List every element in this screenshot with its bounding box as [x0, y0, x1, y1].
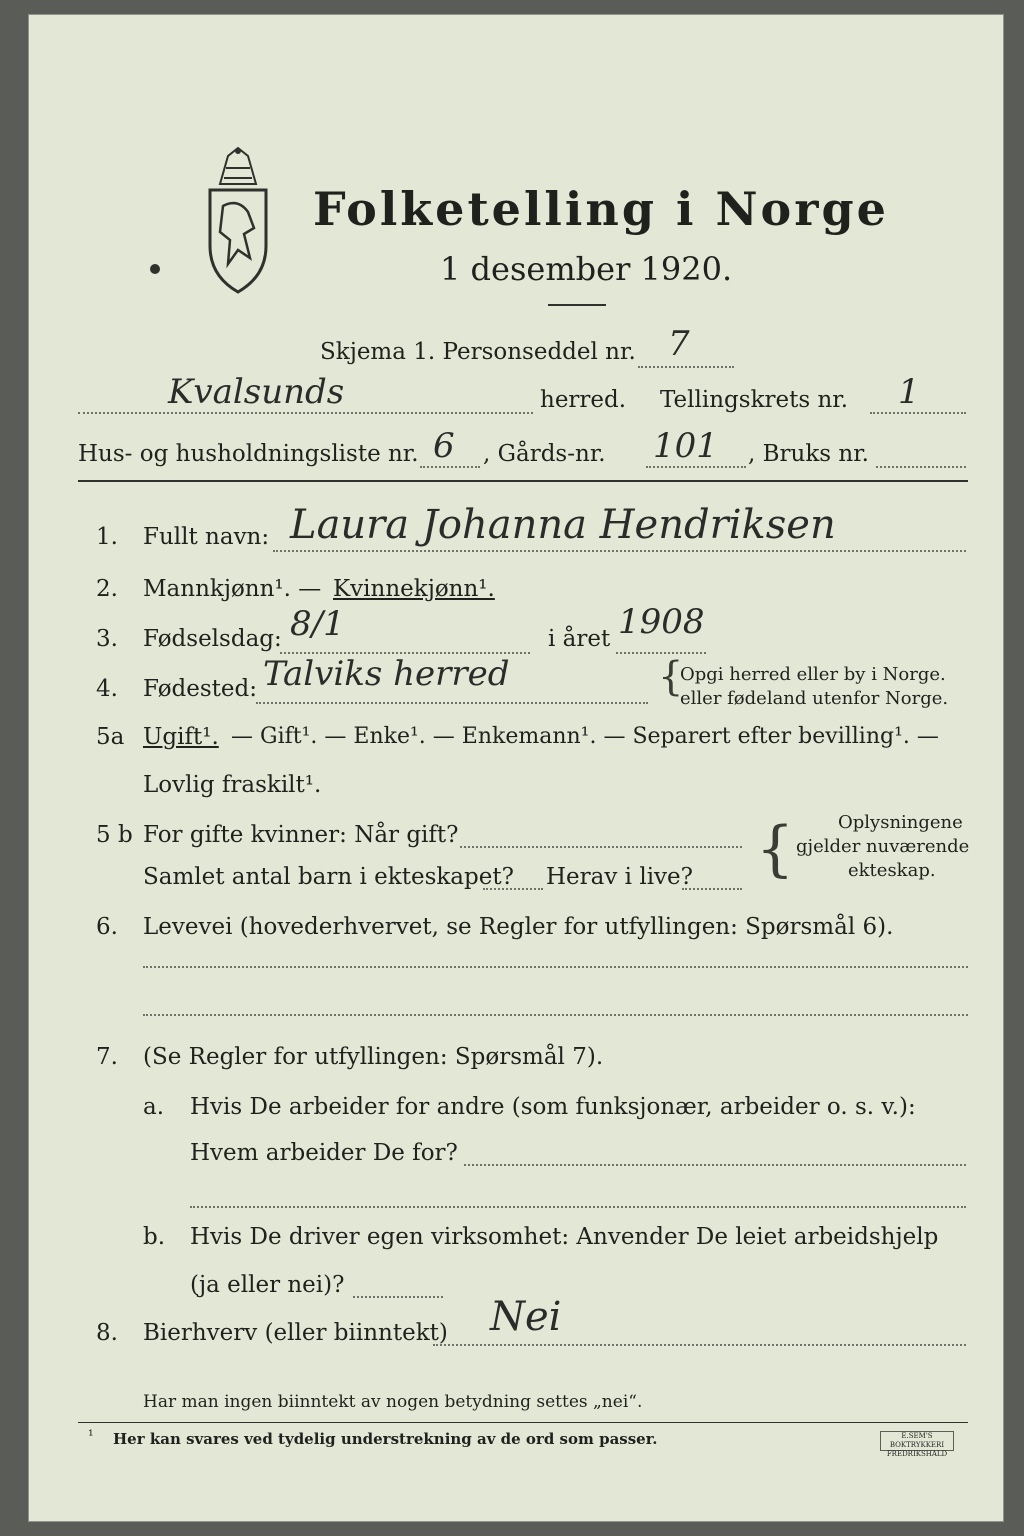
q2-number: 2. — [96, 576, 118, 602]
q5b-alive: Herav i live? — [546, 864, 693, 890]
q1-dots — [273, 550, 966, 552]
header-rule — [78, 480, 968, 482]
q3-number: 3. — [96, 626, 118, 652]
gards-label: , Gårds-nr. — [483, 441, 606, 467]
q7a-letter: a. — [143, 1094, 165, 1120]
q5a-options: — Gift¹. — Enke¹. — Enkemann¹. — Separert efter bevilling¹. — — [231, 724, 939, 749]
birth-year-value[interactable]: 1908 — [618, 602, 705, 642]
q7a-text: Hvis De arbeider for andre (som funksjonær, arbeider o. s. v.): — [190, 1094, 916, 1120]
bierhverv-value[interactable]: Nei — [490, 1294, 562, 1340]
herred-dots — [78, 412, 533, 414]
q8-number: 8. — [96, 1320, 118, 1346]
q7a-answer-line[interactable] — [464, 1164, 966, 1166]
q5b-brace: { — [756, 814, 795, 884]
q5b-note2: gjelder nuværende — [796, 836, 970, 857]
gards-value[interactable]: 101 — [653, 426, 718, 466]
q1-number: 1. — [96, 524, 118, 550]
tellingskrets-label: Tellingskrets nr. — [660, 387, 849, 413]
q4-brace: { — [658, 654, 684, 700]
q5b-number: 5 b — [96, 822, 133, 848]
q8-label: Bierhverv (eller biinntekt) — [143, 1320, 448, 1346]
q7b-text: Hvis De driver egen virksomhet: Anvender De leiet arbeidshjelp — [190, 1224, 939, 1250]
tellingskrets-value[interactable]: 1 — [898, 372, 920, 412]
q4-note1: Opgi herred eller by i Norge. — [680, 664, 946, 685]
birthplace-value[interactable]: Talviks herred — [263, 654, 510, 694]
q7-number: 7. — [96, 1044, 118, 1070]
q7b-question: (ja eller nei)? — [190, 1272, 345, 1298]
full-name-value[interactable]: Laura Johanna Hendriksen — [290, 502, 836, 548]
q7b-letter: b. — [143, 1224, 166, 1250]
q7a-question: Hvem arbeider De for? — [190, 1140, 458, 1166]
q1-label: Fullt navn: — [143, 524, 270, 550]
q5a-fraskilt: Lovlig fraskilt¹. — [143, 772, 322, 798]
q2-female-selected[interactable]: Kvinnekjønn¹. — [333, 576, 495, 602]
bruks-dots — [876, 466, 966, 468]
q5a-number: 5a — [96, 724, 125, 750]
footnote-text: Her kan svares ved tydelig understrekning av de ord som passer. — [113, 1430, 658, 1448]
krets-dots — [870, 412, 966, 414]
herred-label: herred. — [540, 387, 627, 413]
title-divider — [548, 304, 606, 306]
q4-note2: eller fødeland utenfor Norge. — [680, 688, 949, 709]
gards-dots — [646, 466, 746, 468]
herred-value[interactable]: Kvalsunds — [168, 372, 345, 412]
personseddel-value[interactable]: 7 — [668, 324, 690, 364]
nei-note: Har man ingen biinntekt av nogen betydning settes „nei“. — [143, 1392, 643, 1412]
q6-answer-line1[interactable] — [143, 966, 968, 968]
q5b-married-when: For gifte kvinner: Når gift? — [143, 822, 459, 848]
q7a-answer-line2[interactable] — [190, 1206, 966, 1208]
coat-of-arms-icon — [198, 146, 278, 296]
q4-dots — [256, 702, 648, 704]
q7-label: (Se Regler for utfyllingen: Spørsmål 7). — [143, 1044, 604, 1070]
husliste-value[interactable]: 6 — [433, 426, 455, 466]
q4-number: 4. — [96, 676, 118, 702]
bruks-label: , Bruks nr. — [748, 441, 869, 467]
census-date: 1 desember 1920. — [440, 250, 733, 288]
q5b-dots3 — [682, 888, 742, 890]
q5a-ugift-selected[interactable]: Ugift¹. — [143, 724, 219, 750]
q6-label: Levevei (hovederhvervet, se Regler for utfyllingen: Spørsmål 6). — [143, 914, 894, 940]
q3-label: Fødselsdag: — [143, 626, 282, 652]
q7b-answer-line[interactable] — [353, 1296, 443, 1298]
q5b-note3: ekteskap. — [848, 860, 936, 881]
q8-dots — [433, 1344, 966, 1346]
ink-dot — [150, 264, 160, 274]
skjema-label: Skjema 1. Personseddel nr. — [320, 339, 636, 365]
q6-number: 6. — [96, 914, 118, 940]
husliste-dots — [420, 466, 480, 468]
birthday-value[interactable]: 8/1 — [290, 604, 345, 644]
aaret-label: i året — [548, 626, 611, 652]
q5b-children: Samlet antal barn i ekteskapet? — [143, 864, 514, 890]
q5b-dots2 — [483, 888, 543, 890]
census-form — [28, 14, 1004, 1522]
printer-stamp: E.SEM'S BOKTRYKKERI FREDRIKSHALD — [880, 1431, 954, 1451]
footnote-rule — [78, 1422, 968, 1423]
q2-male: Mannkjønn¹. — — [143, 576, 322, 602]
footnote-mark: ¹ — [88, 1428, 94, 1444]
q5b-dots1 — [460, 846, 742, 848]
q4-label: Fødested: — [143, 676, 258, 702]
q6-answer-line2[interactable] — [143, 1014, 968, 1016]
q5b-note1: Oplysningene — [838, 812, 963, 833]
skjema-dots — [638, 366, 734, 368]
husliste-label: Hus- og husholdningsliste nr. — [78, 441, 419, 467]
form-title: Folketelling i Norge — [313, 182, 889, 236]
